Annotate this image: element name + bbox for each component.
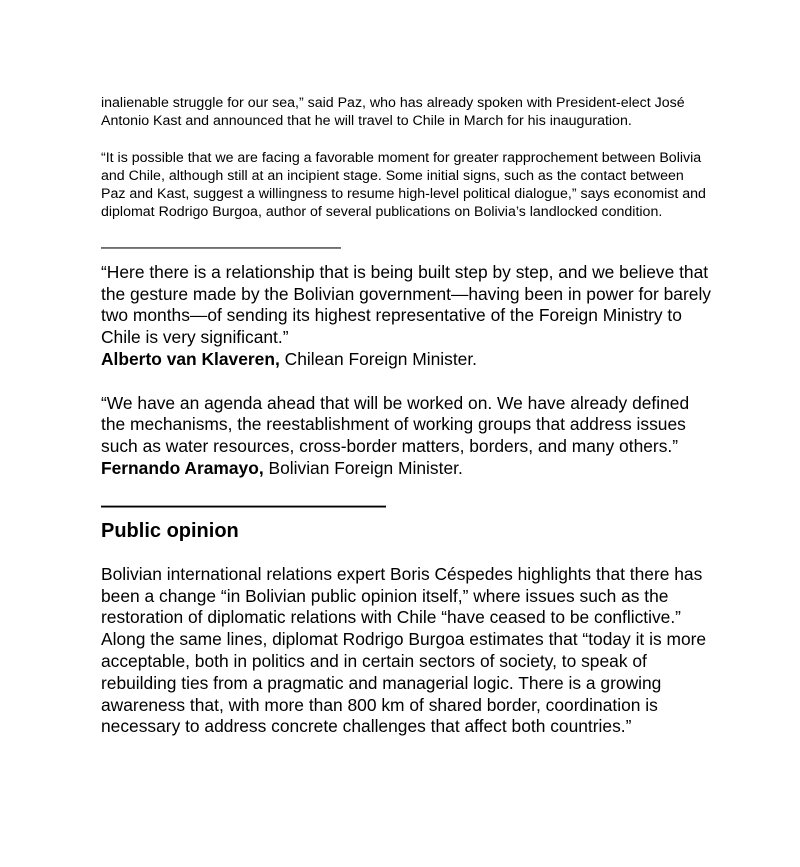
speaker-name: Alberto van Klaveren, bbox=[101, 348, 280, 369]
section-separator-1: ——————————————— bbox=[101, 238, 341, 256]
section-heading-public-opinion: Public opinion bbox=[101, 519, 239, 542]
quote-aramayo bbox=[101, 393, 711, 480]
speaker-name: Fernando Aramayo, bbox=[101, 457, 264, 478]
public-opinion-paragraph: Bolivian international relations expert Boris Céspedes highlights that there has been a change “in Bolivian public opinion itself,” where issues such as the restoration of diplomatic relations with Chile “have ceased to be conflictive.” Along the same lines, diplomat Rodrigo Burgoa estimates that “today it is more acceptable, both in politics and in certain sectors of society, to speak of rebuilding ties from a pragmatic and managerial logic. There is a growing awareness that, with more than 800 km of shared border, coordination is necessary to address concrete challenges that affect both countries.” bbox=[101, 563, 707, 737]
quote-text: “We have an agenda ahead that will be worked on. We have already defined the mechanisms, the reestablishment of working groups that address issues such as water resources, cross-border matters, borders, and many others.” bbox=[101, 392, 690, 457]
speaker-role: Chilean Foreign Minister. bbox=[279, 348, 477, 369]
speaker-role: Bolivian Foreign Minister. bbox=[263, 457, 463, 478]
article-body bbox=[101, 94, 711, 738]
quote-van-klaveren bbox=[101, 262, 711, 371]
quote-attribution bbox=[101, 458, 463, 478]
intro-paragraph-1: inalienable struggle for our sea,” said Paz, who has already spoken with President-elect José Antonio Kast and announced that he will travel to Chile in March for his inauguration. bbox=[101, 95, 685, 130]
intro-paragraph-2: “It is possible that we are facing a favorable moment for greater rapprochement between Bolivia and Chile, although still at an incipient stage. Some initial signs, such as the contact between Paz and Kast, suggest a willingness to resume high-level political dialogue,” says economist and diplomat Rodrigo Burgoa, author of several publications on Bolivia’s landlocked condition. bbox=[101, 149, 706, 221]
section-separator-2: ——————————————— bbox=[101, 496, 386, 517]
quote-attribution bbox=[101, 349, 477, 369]
quote-text: “Here there is a relationship that is being built step by step, and we believe that the gesture made by the Bolivian government—having been in power for barely two months—of sending its highest representative of the Foreign Ministry to Chile is very significant.” bbox=[101, 261, 711, 348]
